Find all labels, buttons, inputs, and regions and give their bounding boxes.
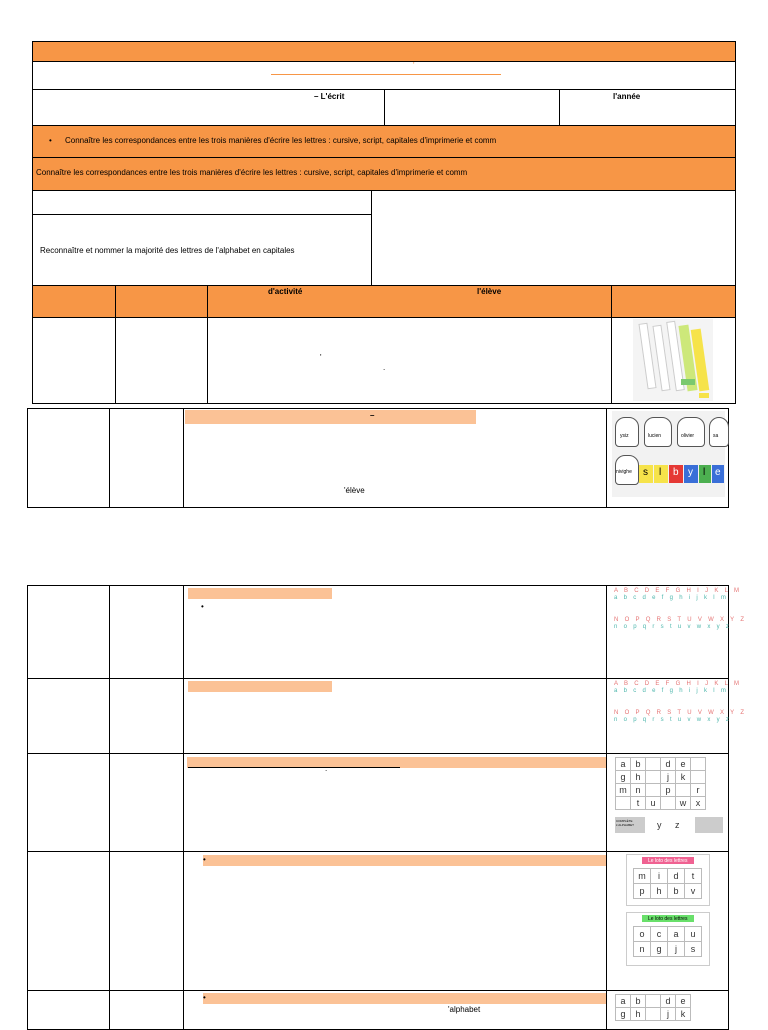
row6-bullet: • <box>203 855 206 864</box>
cg-x: x <box>691 797 706 810</box>
row1-col1 <box>32 317 116 404</box>
row3-col3 <box>183 585 607 679</box>
l1-b: b <box>668 884 685 899</box>
cg-empty8 <box>661 797 676 810</box>
cgs-d: d <box>661 995 676 1008</box>
row6-col2 <box>109 851 184 991</box>
cg-b: b <box>631 758 646 771</box>
cg-e: e <box>676 758 691 771</box>
cgs-empty2 <box>646 1008 661 1021</box>
l1-v: v <box>685 884 702 899</box>
row2-col2 <box>109 408 184 508</box>
cg-r: r <box>691 784 706 797</box>
loto-card-2 <box>626 912 710 966</box>
cg-empty2 <box>691 758 706 771</box>
l2-g: g <box>651 942 668 957</box>
row2-col4 <box>606 408 729 508</box>
row7-col4 <box>606 990 729 1030</box>
row2-bar-text: – <box>370 411 375 420</box>
table-header-col4 <box>611 285 736 318</box>
cg-g: g <box>616 771 631 784</box>
l2-j: j <box>668 942 685 957</box>
letter-tile-1-text: s <box>643 467 648 478</box>
complete-alphabet-label: COMPLÈTE L'ALPHABET <box>616 819 634 827</box>
cg-u: u <box>646 797 661 810</box>
cgs-j: j <box>661 1008 676 1021</box>
row4-activity-bar <box>188 681 332 692</box>
title-row <box>32 61 736 90</box>
l2-o: o <box>634 927 651 942</box>
header-band <box>32 41 736 62</box>
cgs-empty1 <box>646 995 661 1008</box>
letter-strips-photo <box>633 319 713 401</box>
letter-tile-6-text: e <box>715 467 721 478</box>
complete-grid-small <box>615 994 691 1021</box>
row5-col3 <box>183 753 607 852</box>
row5-col2 <box>109 753 184 852</box>
cgs-k: k <box>676 1008 691 1021</box>
l1-t: t <box>685 869 702 884</box>
header-activity: d'activité <box>268 287 303 296</box>
cg-t: t <box>631 797 646 810</box>
owl-card-4 <box>709 417 729 447</box>
cg-p: p <box>661 784 676 797</box>
row1-col3 <box>207 317 612 404</box>
loto1-grid <box>633 868 702 899</box>
competence-row <box>32 157 736 191</box>
l2-u: u <box>685 927 702 942</box>
alpha2-upper-2: N O P Q R S T U V W X Y Z <box>614 710 747 716</box>
loto2-title: Le loto des lettres <box>648 916 688 922</box>
cg-empty5 <box>646 784 661 797</box>
alpha-upper-1: A B C D E F G H I J K L M <box>614 588 742 594</box>
cg-empty3 <box>646 771 661 784</box>
row5-underline <box>188 767 400 768</box>
row3-col4 <box>606 585 747 679</box>
row6-activity-bar <box>203 855 606 866</box>
table-header-col1 <box>32 285 116 318</box>
loto2-grid <box>633 926 702 957</box>
row7-col2 <box>109 990 184 1030</box>
loto1-title: Le loto des lettres <box>648 858 688 864</box>
row2-col1 <box>27 408 110 508</box>
l1-d: d <box>668 869 685 884</box>
row7-activity-bar <box>203 993 606 1004</box>
letter-tile-2-text: l <box>659 467 662 478</box>
cgs-e: e <box>676 995 691 1008</box>
right-cell <box>371 190 736 286</box>
objective-title-cell <box>32 190 372 215</box>
row6-col1 <box>27 851 110 991</box>
complete-alphabet-sheet <box>615 757 725 841</box>
row6-col3 <box>183 851 607 991</box>
bullet-dot: • <box>49 136 52 145</box>
strip-6 <box>681 379 695 385</box>
row5-col1 <box>27 753 110 852</box>
row3-activity-bar <box>188 588 332 599</box>
grey-box <box>695 817 723 833</box>
loto-card-1 <box>626 854 710 906</box>
row2-col3 <box>183 408 607 508</box>
row3-col2 <box>109 585 184 679</box>
year-cell <box>559 89 736 126</box>
row4-col4 <box>606 678 747 754</box>
cg-z: z <box>675 820 680 830</box>
cg-empty4 <box>691 771 706 784</box>
year-label: l'année <box>613 92 641 101</box>
row7-text: 'alphabet <box>448 1005 481 1014</box>
row6-col4 <box>606 851 729 991</box>
owl-name-5: nivighe <box>616 469 632 475</box>
owl-name-1: ysiz <box>620 433 629 439</box>
l1-h: h <box>651 884 668 899</box>
cg-n: n <box>631 784 646 797</box>
l2-c: c <box>651 927 668 942</box>
alpha-lower-2: n o p q r s t u v w x y z <box>614 624 732 630</box>
letter-tile-4-text: y <box>688 467 693 478</box>
letter-tile-4 <box>684 465 698 483</box>
l2-a: a <box>668 927 685 942</box>
objective-text: Reconnaître et nommer la majorité des lettres de l'alphabet en capitales <box>40 246 295 255</box>
header-student: l'élève <box>477 287 502 296</box>
owl-names-photo <box>612 411 725 497</box>
l1-p: p <box>634 884 651 899</box>
row1-dot: . <box>383 363 386 372</box>
l1-i: i <box>651 869 668 884</box>
row2-student-text: 'élève <box>344 486 365 495</box>
letter-tile-5-text: l <box>703 467 706 478</box>
cg-w: w <box>676 797 691 810</box>
row3-col1 <box>27 585 110 679</box>
l1-m: m <box>634 869 651 884</box>
cg-empty7 <box>616 797 631 810</box>
alpha-upper-2: N O P Q R S T U V W X Y Z <box>614 617 747 623</box>
row7-bullet: • <box>203 993 206 1002</box>
row1-col4 <box>611 317 736 404</box>
competence-bullet-row <box>32 125 736 158</box>
row1-mark: ' <box>320 353 322 362</box>
complete-grid <box>615 757 706 810</box>
cg-empty1 <box>646 758 661 771</box>
row5-dot: . <box>325 764 328 773</box>
row4-col3 <box>183 678 607 754</box>
owl-name-3: olivier <box>681 433 695 439</box>
title-marker: ' <box>413 61 415 70</box>
owl-name-2: lucien <box>648 433 662 439</box>
strip-7 <box>699 393 709 398</box>
l2-n: n <box>634 942 651 957</box>
row4-col1 <box>27 678 110 754</box>
letter-tile-5 <box>699 465 711 483</box>
cg-a: a <box>616 758 631 771</box>
alphabet-strip-1 <box>614 587 747 635</box>
cgs-a: a <box>616 995 631 1008</box>
cg-k: k <box>676 771 691 784</box>
owl-name-4: sa <box>713 433 719 439</box>
letter-tile-6 <box>712 465 724 483</box>
alpha-lower-1: a b c d e f g h i j k l m <box>614 595 729 601</box>
alpha2-lower-1: a b c d e f g h i j k l m <box>614 688 729 694</box>
cg-j: j <box>661 771 676 784</box>
row3-bullet: • <box>201 602 204 611</box>
letter-tile-1 <box>639 465 653 483</box>
letter-tile-3 <box>669 465 683 483</box>
competence-text: Connaître les correspondances entre les trois manières d'écrire les lettres : cursive, script, capitales d'imprimerie et comm <box>36 168 468 177</box>
cg-d: d <box>661 758 676 771</box>
table-header-col3 <box>207 285 612 318</box>
row7-col3 <box>183 990 607 1030</box>
row7-col1 <box>27 990 110 1030</box>
cg-h: h <box>631 771 646 784</box>
cgs-g: g <box>616 1008 631 1021</box>
letter-tile-3-text: b <box>673 467 679 478</box>
alpha2-lower-2: n o p q r s t u v w x y z <box>614 717 732 723</box>
row1-col2 <box>115 317 208 404</box>
row5-col4 <box>606 753 729 852</box>
loto2-title-box <box>642 915 694 922</box>
title-underline <box>271 74 501 75</box>
loto1-title-box <box>642 857 694 864</box>
alpha2-upper-1: A B C D E F G H I J K L M <box>614 681 742 687</box>
row2-activity-bar <box>185 410 476 424</box>
competence-bullet-text: Connaître les correspondances entre les trois manières d'écrire les lettres : cursive, script, capitales d'imprimerie et comm <box>65 136 497 145</box>
row4-col2 <box>109 678 184 754</box>
l2-s: s <box>685 942 702 957</box>
alphabet-strip-2 <box>614 680 747 728</box>
cg-empty6 <box>676 784 691 797</box>
letter-tile-2 <box>654 465 668 483</box>
cgs-h: h <box>631 1008 646 1021</box>
domain-cell <box>32 89 385 126</box>
cg-m: m <box>616 784 631 797</box>
level-cell <box>384 89 560 126</box>
cgs-b: b <box>631 995 646 1008</box>
domain-label: – L'écrit <box>314 92 345 101</box>
complete-alphabet-label-box <box>615 817 645 833</box>
cg-y: y <box>657 820 662 830</box>
objective-cell <box>32 214 372 286</box>
table-header-col2 <box>115 285 208 318</box>
